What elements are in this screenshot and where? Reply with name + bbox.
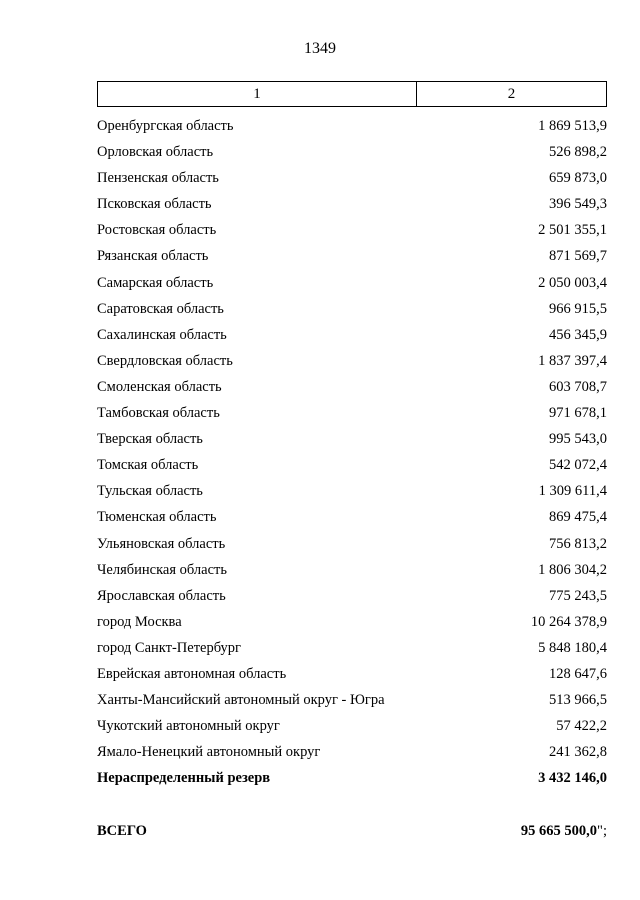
region-name: Свердловская область	[97, 352, 233, 369]
region-value: 1 837 397,4	[538, 352, 607, 369]
table-row	[97, 191, 607, 217]
region-value: 603 708,7	[549, 378, 607, 395]
column-header-2: 2	[507, 85, 516, 102]
region-name: Тульская область	[97, 483, 203, 500]
region-name: Ханты-Мансийский автономный округ - Югра	[97, 692, 385, 709]
region-name: Рязанская область	[97, 248, 209, 265]
region-value: 2 501 355,1	[538, 222, 607, 239]
region-value: 57 422,2	[556, 718, 607, 735]
region-value: 995 543,0	[549, 431, 607, 448]
table-row	[97, 348, 607, 374]
table-row	[97, 452, 607, 478]
table-row	[97, 322, 607, 348]
region-value: 659 873,0	[549, 170, 607, 187]
table-row	[97, 165, 607, 191]
region-value: 3 432 146,0	[538, 770, 607, 787]
region-name: Томская область	[97, 457, 199, 474]
region-name: Саратовская область	[97, 300, 224, 317]
total-row	[97, 818, 607, 844]
region-value: 128 647,6	[549, 665, 607, 682]
region-value: 1 869 513,9	[538, 118, 607, 134]
table-row	[97, 765, 607, 791]
table-row	[97, 374, 607, 400]
region-name: Тверская область	[97, 431, 203, 448]
table-row	[97, 426, 607, 452]
region-name: Псковская область	[97, 196, 212, 213]
table-row	[97, 113, 607, 139]
table-header	[97, 81, 607, 107]
region-value: 542 072,4	[549, 457, 607, 474]
table-body	[97, 113, 607, 791]
table-row	[97, 504, 607, 530]
region-name: Тамбовская область	[97, 405, 220, 422]
region-value: 2 050 003,4	[538, 274, 607, 291]
region-name: Еврейская автономная область	[97, 665, 287, 682]
region-value: 526 898,2	[549, 144, 607, 161]
region-value: 513 966,5	[549, 692, 607, 709]
region-value: 10 264 378,9	[530, 613, 607, 630]
region-name: Самарская область	[97, 274, 214, 291]
region-value: 871 569,7	[549, 248, 607, 265]
region-name: Орловская область	[97, 144, 214, 161]
region-value: 5 848 180,4	[538, 639, 607, 656]
table-row	[97, 217, 607, 243]
table-row	[97, 531, 607, 557]
region-value: 775 243,5	[549, 587, 607, 604]
table-row	[97, 400, 607, 426]
region-value: 456 345,9	[549, 326, 607, 343]
table-row	[97, 139, 607, 165]
table-row	[97, 739, 607, 765]
region-name: Пензенская область	[97, 170, 219, 187]
table-row	[97, 243, 607, 269]
table-row	[97, 661, 607, 687]
region-value: 241 362,8	[549, 744, 607, 761]
table-row	[97, 296, 607, 322]
total-value: 95 665 500,0	[520, 823, 598, 839]
table-row	[97, 713, 607, 739]
region-name: Ярославская область	[97, 587, 226, 604]
region-name: Ямало-Ненецкий автономный округ	[97, 744, 321, 761]
column-header-1: 1	[98, 82, 417, 106]
region-value: 971 678,1	[549, 405, 607, 422]
table-row	[97, 635, 607, 661]
region-name: город Москва	[97, 613, 182, 630]
region-value: 1 309 611,4	[538, 483, 607, 500]
region-value: 1 806 304,2	[538, 561, 607, 578]
region-name: Смоленская область	[97, 378, 222, 395]
table-row	[97, 687, 607, 713]
region-value: 869 475,4	[549, 509, 607, 526]
table-row	[97, 557, 607, 583]
region-name: Чукотский автономный округ	[97, 718, 280, 735]
region-value: 756 813,2	[549, 535, 607, 552]
total-value-wrapper	[521, 818, 607, 844]
table-row	[97, 478, 607, 504]
table-row	[97, 270, 607, 296]
region-name: Ульяновская область	[97, 535, 226, 552]
total-suffix: ";	[597, 823, 607, 839]
region-name: город Санкт-Петербург	[97, 639, 242, 656]
page-number: 1349	[304, 40, 336, 57]
region-name: Оренбургская область	[97, 118, 234, 134]
table-row	[97, 583, 607, 609]
region-name: Сахалинская область	[97, 326, 227, 343]
region-name: Ростовская область	[97, 222, 217, 239]
region-value: 966 915,5	[549, 300, 607, 317]
region-value: 396 549,3	[549, 196, 607, 213]
total-label: ВСЕГО	[97, 823, 147, 839]
region-name: Нераспределенный резерв	[97, 770, 271, 787]
table-row	[97, 609, 607, 635]
region-name: Челябинская область	[97, 561, 227, 578]
region-name: Тюменская область	[97, 509, 217, 526]
